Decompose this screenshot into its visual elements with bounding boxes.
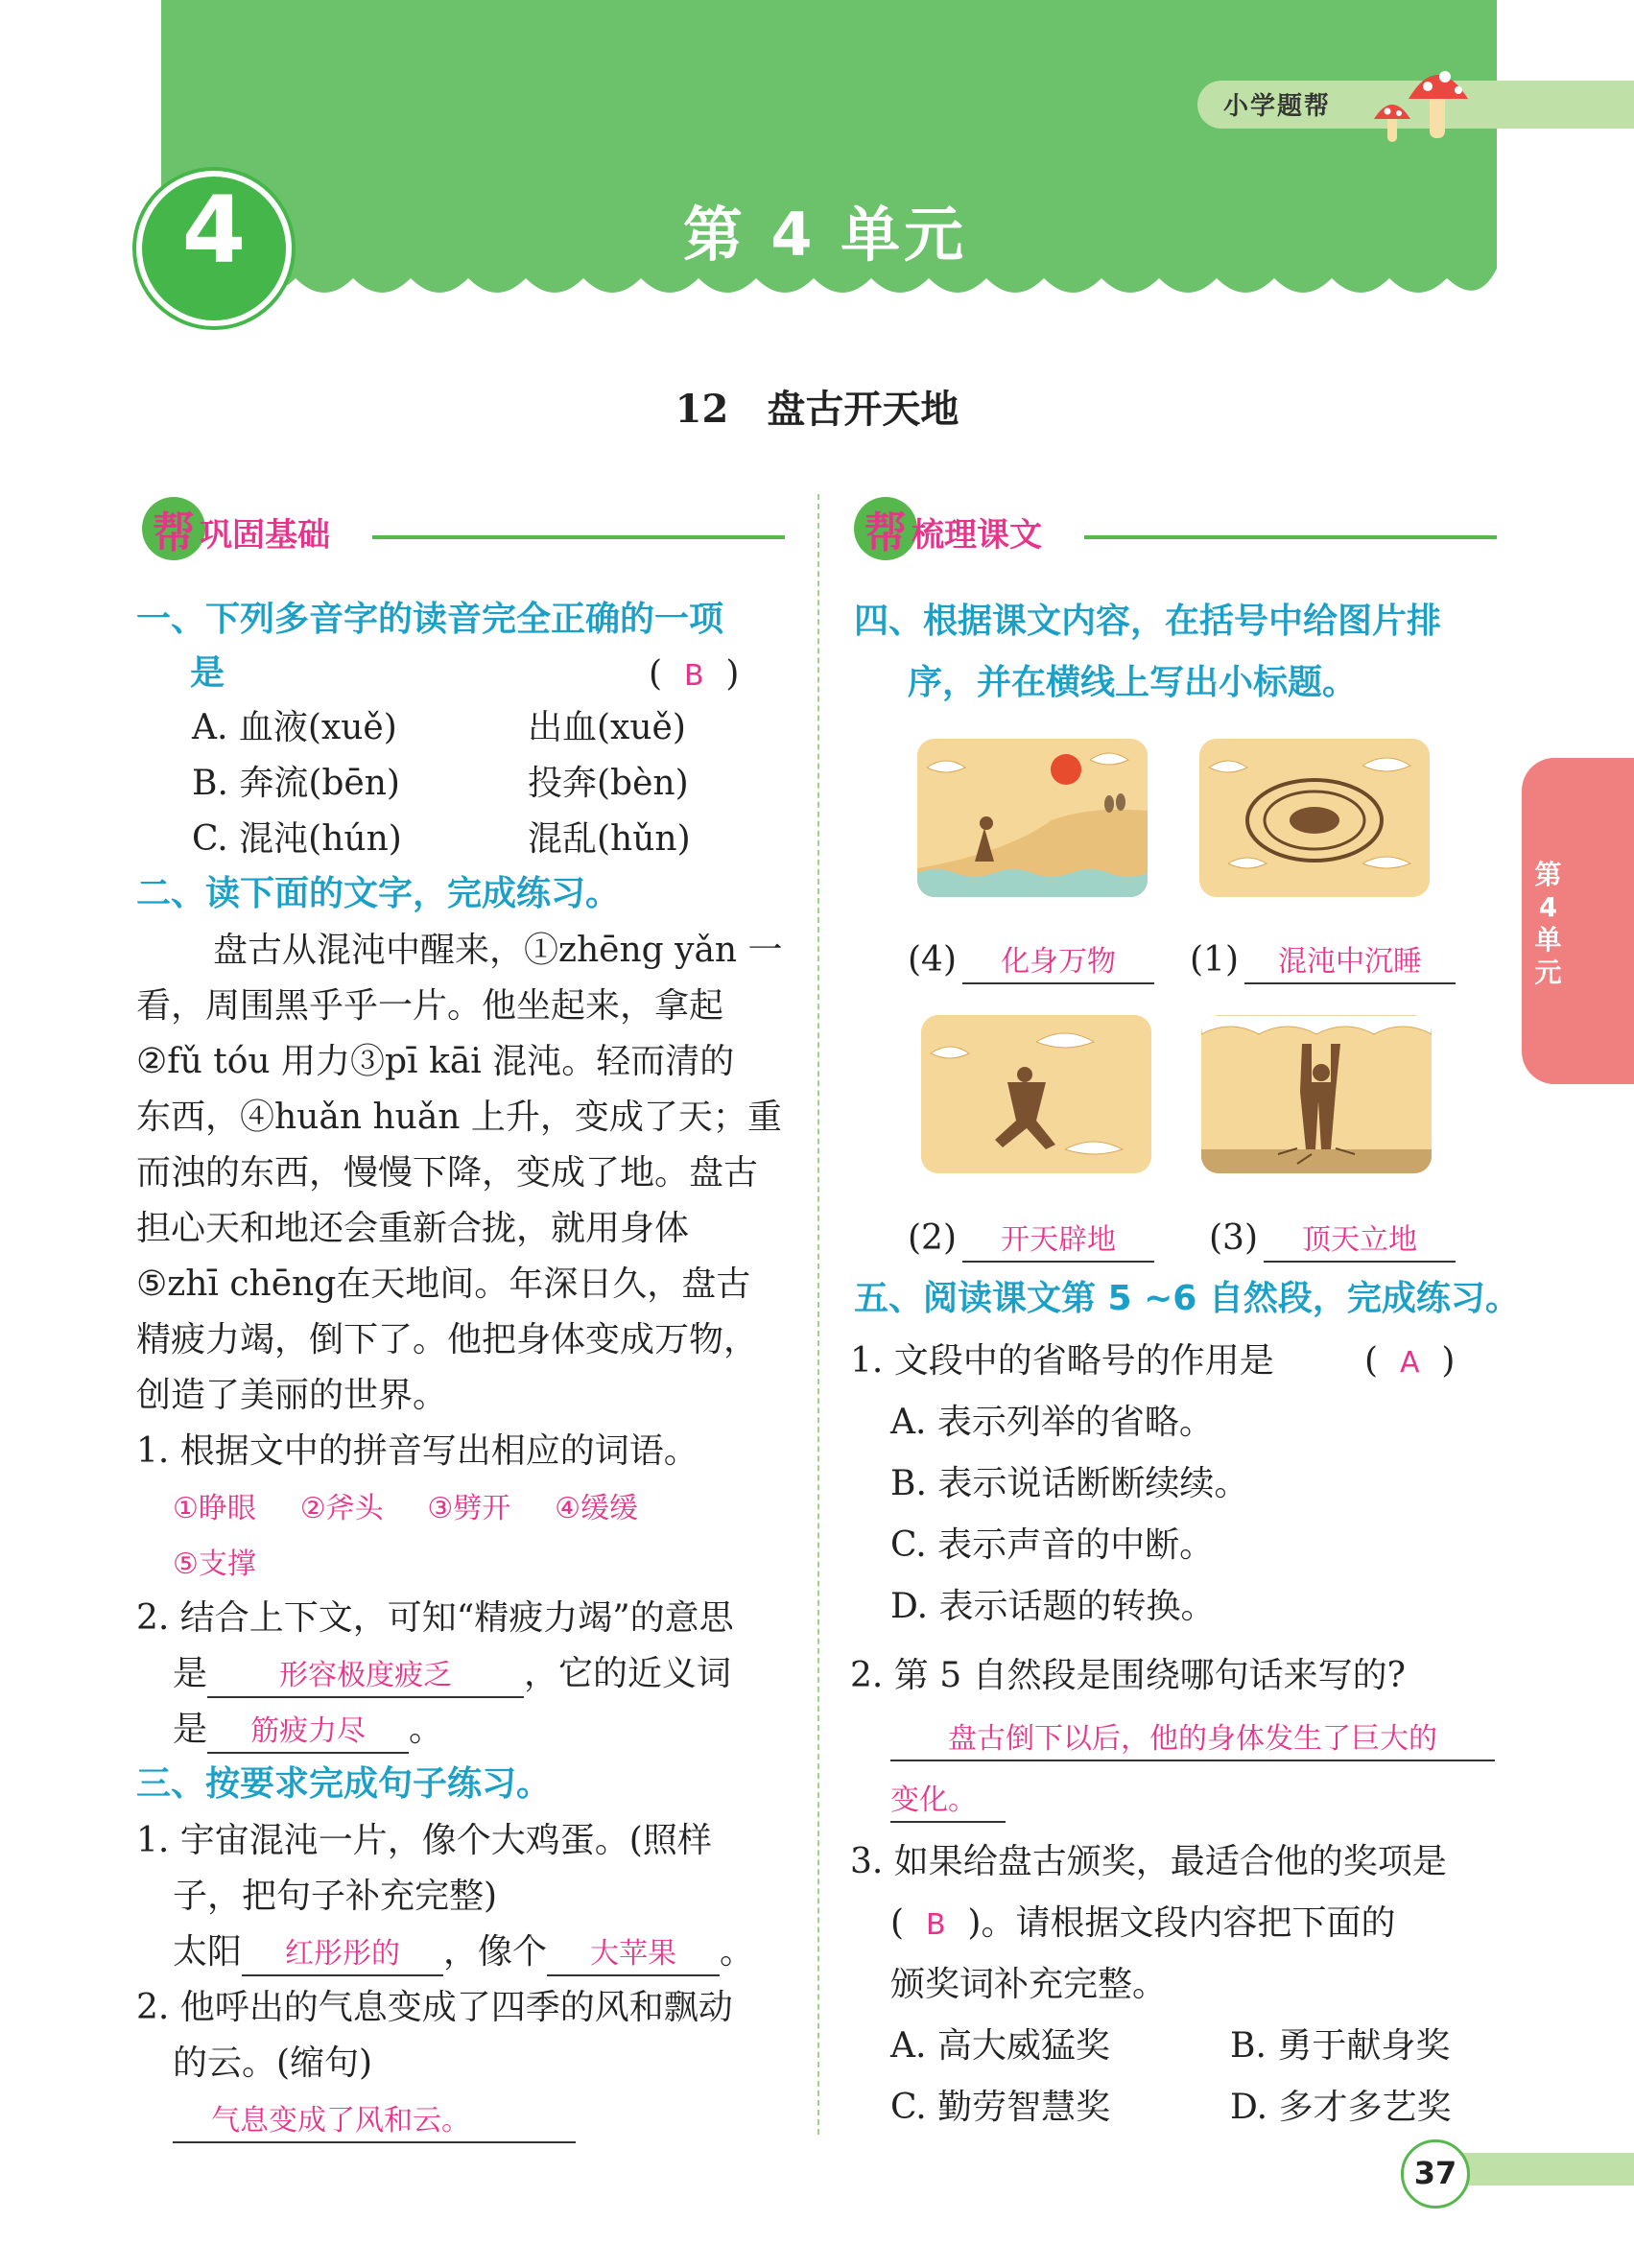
picture-caption-2 [1190,933,1456,988]
q5-option: D. 表示话题的转换。 [890,1587,1216,1626]
text: 太阳 [173,1932,243,1972]
passage-line: 而浊的东西，慢慢下降，变成了地。盘古 [136,1153,759,1193]
section-rule [1084,535,1497,539]
picture-sleeping-in-chaos [1199,739,1430,897]
picture-title: 混沌中沉睡 [1278,945,1422,979]
passage-line: 创造了美丽的世界。 [136,1376,448,1415]
tab-char: 第 [1534,859,1562,890]
passage-line: 担心天和地还会重新合拢，就用身体 [136,1209,690,1248]
picture-holding-up-sky [1201,1015,1432,1173]
q5-sub3: 3. 如果给盘古颁奖，最适合他的奖项是 [850,1842,1447,1881]
order: (2) [908,1218,957,1258]
q1-option-b2: 投奔(bèn) [528,764,689,803]
order: (4) [908,940,957,980]
q5-sub3-option: A. 高大威猛奖 [890,2026,1110,2066]
answer-word: ①睁眼 [173,1492,256,1525]
unit-side-tab-label [1522,859,1575,989]
lesson-name: 盘古开天地 [767,388,959,432]
q1-option-c: C. 混沌(hún) [192,819,402,859]
q5-sub1-answer: A [1399,1346,1420,1380]
q1-answer: B [683,659,704,693]
answer-blank: 气息变成了风和云。 [211,2104,470,2138]
q5-sub3-line2: ( B )。请根据文段内容把下面的 [890,1903,1396,1943]
text: 。 [409,1710,444,1749]
answer-blank: 红彤彤的 [285,1937,401,1971]
text: ，它的近义词 [524,1654,732,1693]
lesson-number: 12 [675,387,729,432]
brand-name: 小学题帮 [1223,92,1332,121]
q5-sub2-answer-line2 [890,1771,1006,1827]
tab-char: 元 [1534,957,1562,988]
passage-line: 盘古从混沌中醒来，①zhēng yǎn 一 [213,931,783,970]
picture-caption-3 [908,1211,1154,1266]
q1-option-a: A. 血液(xuě) [192,708,397,747]
passage-line: 看，周围黑乎乎一片。他坐起来，拿起 [136,986,724,1026]
order: (1) [1190,940,1239,980]
q1-head: 一、下列多音字的读音完全正确的一项 [136,600,724,639]
lesson-title [0,379,1634,434]
passage-line: ⑤zhī chēng在天地间。年深日久，盘古 [136,1264,751,1304]
q1-head-line2: 是 [190,653,225,693]
q2-sub2: 2. 结合上下文，可知“精疲力竭”的意思 [136,1598,734,1638]
q5-sub2-answer-line1 [890,1710,1495,1765]
q5-sub3-line3: 颁奖词补充完整。 [890,1965,1168,2004]
q4-head-line2: 序，并在横线上写出小标题。 [908,663,1358,702]
q3-sub1-line2: 子，把句子补充完整) [173,1877,498,1916]
q3-sub2: 2. 他呼出的气息变成了四季的风和飘动 [136,1988,733,2027]
q5-head: 五、阅读课文第 5 ~6 自然段，完成练习。 [854,1279,1520,1318]
q5-sub2: 2. 第 5 自然段是围绕哪句话来写的? [850,1656,1406,1695]
section-title: 梳理课文 [912,516,1042,555]
mushroom-icon [1362,56,1478,147]
q5-sub3-option: C. 勤劳智慧奖 [890,2088,1111,2127]
q1-answer-bracket: ( B ) [649,654,740,694]
section-badge-left [142,497,785,564]
picture-title: 化身万物 [1001,945,1116,979]
text: 是 [173,1710,208,1749]
q2-head: 二、读下面的文字，完成练习。 [136,874,621,913]
answer-word: ②斧头 [299,1492,384,1525]
answer-word: ④缓缓 [555,1492,638,1525]
answer-blank: 形容极度疲乏 [279,1659,453,1692]
q5-sub3-answer: B [925,1908,946,1942]
q3-sub2-answer-line [173,2091,576,2147]
q5-sub3-option: D. 多才多艺奖 [1230,2088,1452,2127]
q1-option-a2: 出血(xuě) [528,708,686,747]
answer-blank: 变化。 [890,1784,977,1817]
section-rule [372,535,785,539]
q5-option: C. 表示声音的中断。 [890,1525,1215,1565]
unit-title: 第 4 单元 [682,200,968,270]
passage-line: ②fǔ tóu 用力③pī kāi 混沌。轻而清的 [136,1042,735,1081]
answer-blank: 盘古倒下以后，他的身体发生了巨大的 [948,1722,1437,1756]
text: 是 [173,1654,208,1693]
column-divider [817,494,819,2135]
text: ，像个 [443,1932,548,1972]
section-badge-right [854,497,1497,564]
q1-option-b: B. 奔流(bēn) [192,764,400,803]
page-number: 37 [1401,2139,1470,2209]
picture-caption-4 [1209,1211,1456,1266]
passage-line: 东西，④huǎn huǎn 上升，变成了天；重 [136,1098,782,1137]
answer-word: ⑤支撑 [173,1547,256,1581]
q4-head: 四、根据课文内容，在括号中给图片排 [854,602,1442,641]
bang-icon: 帮 [142,497,205,560]
picture-caption-1 [908,933,1154,988]
q2-sub1-answers-line2 [173,1535,256,1593]
q5-option: B. 表示说话断断续续。 [890,1464,1249,1503]
q1-option-c2: 混乱(hǔn) [528,819,691,859]
q3-sub1: 1. 宇宙混沌一片，像个大鸡蛋。(照样 [136,1821,712,1860]
q5-option: A. 表示列举的省略。 [890,1403,1214,1442]
text: 。请根据文段内容把下面的 [981,1903,1396,1943]
q3-sub1-line3 [173,1925,754,1980]
q2-sub2-line2 [173,1646,731,1702]
q2-sub1-answers [173,1479,638,1537]
tab-char: 4 [1538,891,1558,923]
q3-sub2-line2: 的云。(缩句) [173,2044,373,2083]
answer-word: ③劈开 [427,1492,511,1525]
picture-title: 开天辟地 [1001,1223,1116,1257]
section-title: 巩固基础 [200,516,330,555]
q3-head: 三、按要求完成句子练习。 [136,1764,552,1804]
answer-blank: 筋疲力尽 [250,1714,367,1748]
q5-sub1-bracket: ( A ) [1364,1341,1456,1381]
picture-title: 顶天立地 [1302,1223,1417,1257]
q2-sub1: 1. 根据文中的拼音写出相应的词语。 [136,1431,699,1471]
passage-line: 精疲力竭，倒下了。他把身体变成万物， [136,1320,759,1359]
answer-blank: 大苹果 [590,1937,677,1971]
picture-splitting-heaven-earth [921,1015,1151,1173]
tab-char: 单 [1534,924,1562,956]
bang-icon: 帮 [854,497,917,560]
q2-sub2-line3 [173,1702,443,1758]
order: (3) [1209,1218,1258,1258]
picture-transform-into-nature [917,739,1148,897]
q5-sub3-option: B. 勇于献身奖 [1230,2026,1451,2066]
unit-number: 4 [181,177,247,284]
q5-sub1: 1. 文段中的省略号的作用是 [850,1341,1274,1381]
text: 。 [720,1932,755,1972]
